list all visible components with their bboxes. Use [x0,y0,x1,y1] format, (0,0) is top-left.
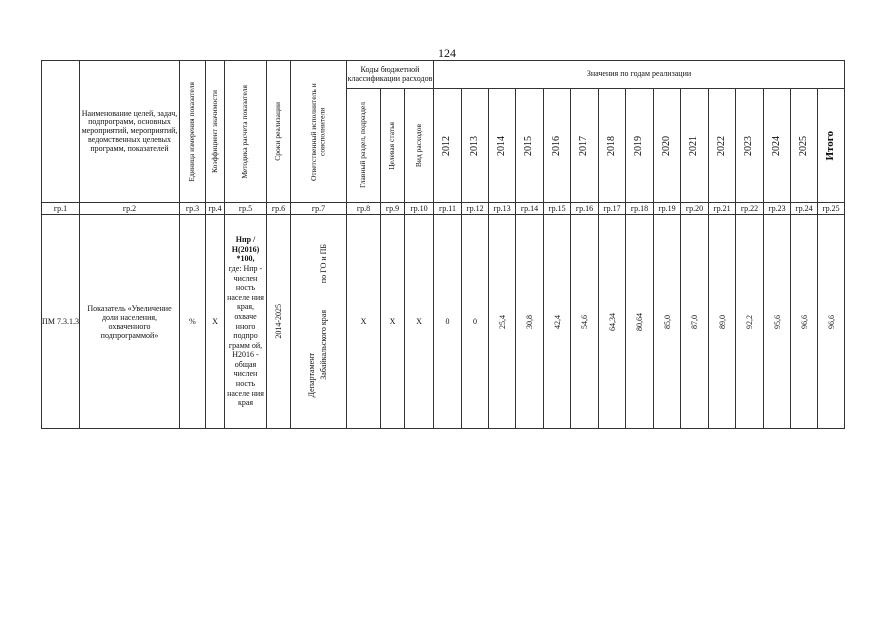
year-2016: 2016 [544,89,571,203]
value-2015: 30,8 [516,215,544,429]
header-name: Наименование целей, задач, подпрограмм, основных мероприятий, мероприятий, ведомственных целевых программ, показателей [80,61,180,203]
year-2012: 2012 [434,89,462,203]
value-2023: 92,2 [736,215,764,429]
row-code: ПМ 7.3.1.3 [42,215,80,429]
header-responsible: Ответственный исполнитель и соисполнители [291,61,347,203]
year-total: Итого [818,89,845,203]
method-text: где: Нпр - числен ность населе ния края, охваче нного подпро грамм ой, Н2016 - общая числен ность населе ния края [227,263,264,408]
value-2012: 0 [434,215,462,429]
header-method: Методика расчета показателя [225,61,267,203]
group-label: гр.7 [291,203,347,215]
group-label: гр.17 [599,203,626,215]
group-label: гр.13 [489,203,516,215]
row-exp: X [405,215,434,429]
group-label: гр.3 [180,203,206,215]
value-2020: 85,0 [654,215,681,429]
table-row [42,215,845,429]
group-label: гр.1 [42,203,80,215]
row-method [225,215,267,429]
group-label: гр.18 [626,203,654,215]
group-label: гр.25 [818,203,845,215]
value-2013: 0 [462,215,489,429]
value-2016: 42,4 [544,215,571,429]
row-target: X [381,215,405,429]
header-coef: Коэффициент значимости [206,61,225,203]
group-label: гр.11 [434,203,462,215]
value-2019: 80,64 [626,215,654,429]
year-2015: 2015 [516,89,544,203]
group-label: гр.22 [736,203,764,215]
group-label: гр.14 [516,203,544,215]
responsible-line-1: Департамент [307,353,316,398]
group-label: гр.16 [571,203,599,215]
header-code-cell [42,61,80,203]
indicators-table [41,60,845,429]
group-label: гр.19 [654,203,681,215]
value-2024: 95,6 [764,215,791,429]
header-target: Целевая статья [381,89,405,203]
row-name: Показатель «Увеличение доли населения, охваченного подпрограммой» [80,215,180,429]
year-2014: 2014 [489,89,516,203]
row-coef: X [206,215,225,429]
group-label: гр.15 [544,203,571,215]
value-2014: 25,4 [489,215,516,429]
group-label: гр.20 [681,203,709,215]
group-label: гр.10 [405,203,434,215]
method-formula: Нпр / Н(2016) *100, [231,235,260,264]
header-years-group: Значения по годам реализации [434,61,845,89]
group-label: гр.21 [709,203,736,215]
group-label: гр.2 [80,203,180,215]
value-2022: 89,0 [709,215,736,429]
value-2018: 64,34 [599,215,626,429]
year-2025: 2025 [791,89,818,203]
row-section: X [347,215,381,429]
header-budget-group: Коды бюджетной классификации расходов [347,61,434,89]
year-2018: 2018 [599,89,626,203]
group-label: гр.9 [381,203,405,215]
year-2017: 2017 [571,89,599,203]
value-2025: 96,6 [791,215,818,429]
value-2017: 54,6 [571,215,599,429]
group-label: гр.5 [225,203,267,215]
year-2024: 2024 [764,89,791,203]
group-numbers-row [42,203,845,215]
group-label: гр.24 [791,203,818,215]
row-term: 2014-2025 [267,215,291,429]
group-label: гр.23 [764,203,791,215]
year-2022: 2022 [709,89,736,203]
group-label: гр.6 [267,203,291,215]
group-label: гр.12 [462,203,489,215]
value-2021: 87,0 [681,215,709,429]
header-unit: Единица измерения показателя [180,61,206,203]
header-section: Главный раздел, подраздел [347,89,381,203]
year-2019: 2019 [626,89,654,203]
responsible-line-2: по ГО и ПБ [319,243,328,283]
year-2021: 2021 [681,89,709,203]
group-label: гр.4 [206,203,225,215]
page-number: 124 [438,46,456,60]
group-label: гр.8 [347,203,381,215]
year-2023: 2023 [736,89,764,203]
row-unit: % [180,215,206,429]
year-2013: 2013 [462,89,489,203]
responsible-line-3: Забайкальского края [319,309,328,380]
value-total: 96,6 [818,215,845,429]
header-exp: Вид расходов [405,89,434,203]
year-2020: 2020 [654,89,681,203]
row-responsible [291,215,347,429]
header-term: Сроки реализации [267,61,291,203]
